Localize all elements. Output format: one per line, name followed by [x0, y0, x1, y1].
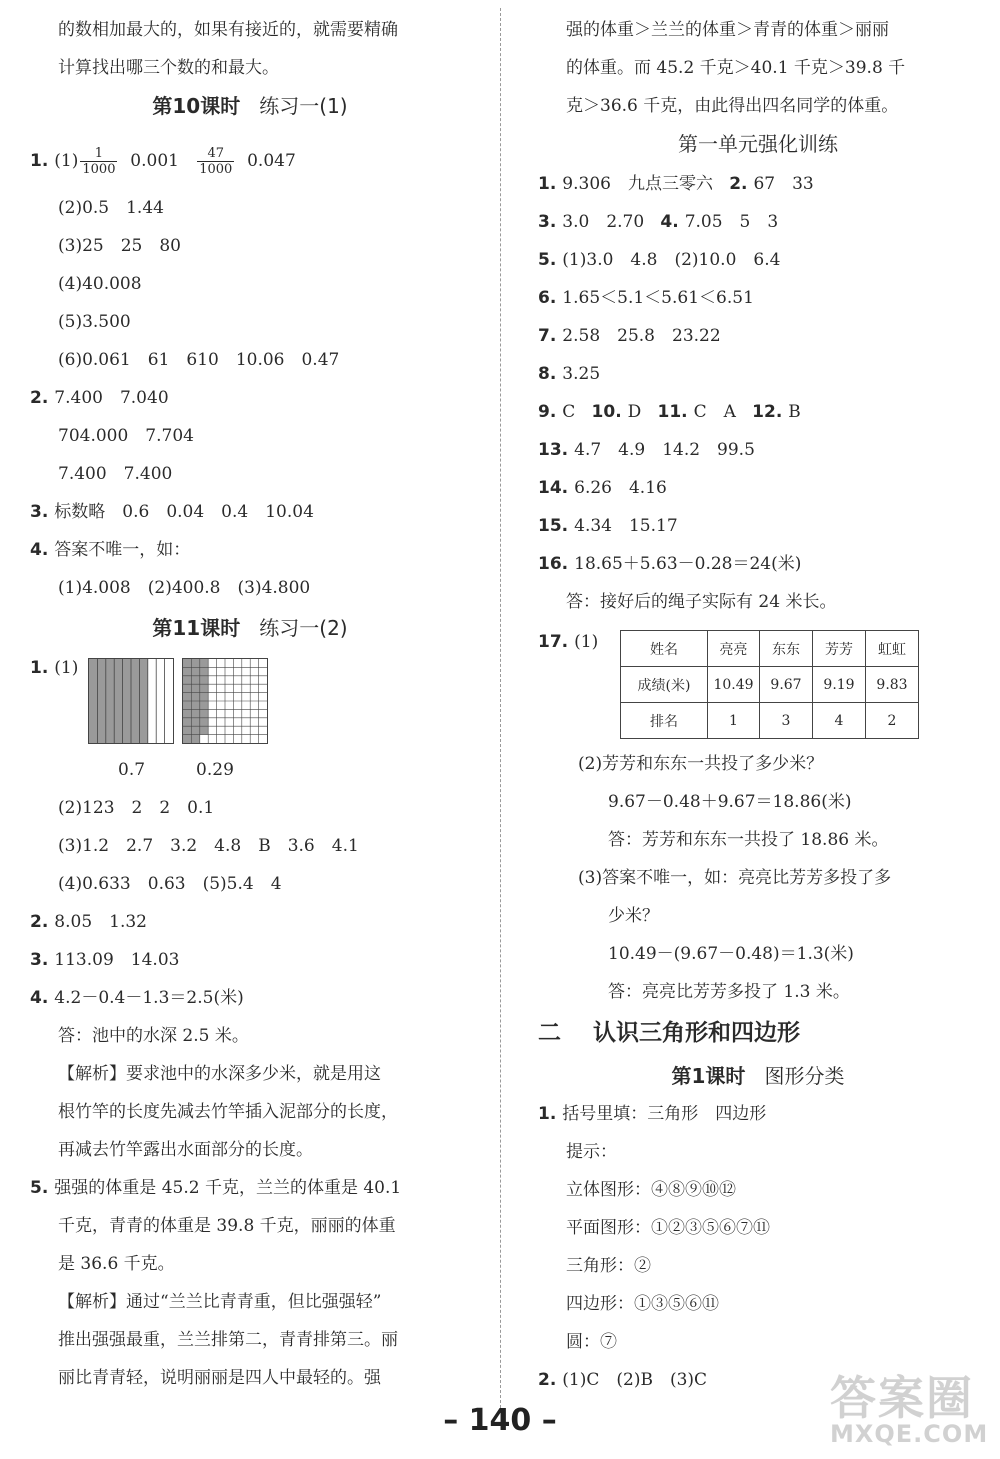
page-number: – 140 – [443, 1403, 557, 1438]
answer-part: 强强的体重是 45.2 千克，兰兰的体重是 40.1 [54, 1178, 402, 1198]
answer-part: (1)C (2)B (3)C [562, 1370, 708, 1390]
section-heading [30, 92, 470, 120]
text-line: 强的体重＞兰兰的体重＞青青的体重＞丽丽 [566, 20, 889, 40]
answer-line [30, 986, 244, 1010]
shaded-cell [183, 693, 191, 701]
shaded-cell [191, 676, 199, 684]
grid-labels: 0.7 0.29 [118, 760, 234, 780]
table-header-cell: 芳芳 [813, 631, 866, 667]
question-number: 2. [30, 388, 49, 408]
answer-line: (6)0.061 61 610 10.06 0.47 [58, 350, 340, 370]
table-cell: 2 [866, 703, 919, 739]
answer-line: (1)4.008 (2)400.8 (3)4.800 [58, 578, 311, 598]
answer-part: 括号里填：三角形 四边形 [562, 1104, 767, 1124]
answer-line: 三角形：② [566, 1256, 651, 1276]
explanation-line: 推出强强最重，兰兰排第二，青青排第三。丽 [58, 1330, 398, 1350]
question-number: 8. [538, 364, 557, 384]
answer-part: D [627, 402, 642, 422]
section-heading [538, 1062, 978, 1090]
watermark-url: MXQE.COM [830, 1420, 989, 1448]
answer-part: C A [693, 402, 736, 422]
answer-part: 4.34 15.17 [574, 516, 678, 536]
table-cell: 排名 [621, 703, 708, 739]
answer-part: B [788, 402, 801, 422]
answer-part: 0.001 [130, 151, 179, 171]
answer-line: 四边形：①③⑤⑥⑪ [566, 1294, 719, 1314]
table-row [621, 667, 919, 703]
answer-part: 6.26 4.16 [574, 478, 667, 498]
answer-part: 8.05 1.32 [54, 912, 147, 932]
answer-part: 4.2－0.4－1.3＝2.5(米) [54, 988, 244, 1008]
answer-part: 标数略 0.6 0.04 0.4 10.04 [54, 502, 314, 522]
grid-figure [183, 659, 267, 743]
answer-line: (2)0.5 1.44 [58, 198, 164, 218]
answer-part: 9.306 九点三零六 [562, 174, 713, 194]
question-number: 1. [538, 174, 557, 194]
table-cell: 9.19 [813, 667, 866, 703]
answer-line: (3)答案不唯一，如：亮亮比芳芳多投了多 [578, 868, 892, 888]
shaded-cell [183, 701, 191, 709]
column-divider [500, 8, 501, 1413]
answer-line [538, 476, 667, 500]
answer-line: 答：池中的水深 2.5 米。 [58, 1026, 249, 1046]
question-number: 6. [538, 288, 557, 308]
chapter-title: 认识三角形和四边形 [593, 1020, 800, 1046]
answer-part: (1) [54, 658, 79, 678]
watermark-logo [830, 1362, 990, 1454]
question-number: 12. [752, 402, 783, 422]
answer-part: 0.047 [247, 151, 296, 171]
shaded-cell [191, 709, 199, 717]
answer-line: 10.49－(9.67－0.48)＝1.3(米) [608, 944, 854, 964]
shaded-cell [191, 701, 199, 709]
answer-line: (2)芳芳和东东一共投了多少米？ [578, 754, 824, 774]
answer-line [538, 438, 755, 462]
text-line: 克＞36.6 千克，由此得出四名同学的体重。 [566, 96, 899, 116]
lesson-number: 第11课时 [152, 616, 241, 640]
shaded-cell [191, 659, 199, 667]
shaded-cell [200, 709, 208, 717]
answer-line [538, 324, 721, 348]
shaded-cell [183, 709, 191, 717]
answer-part: (1) [54, 151, 79, 171]
answer-part: 3.0 2.70 [562, 212, 645, 232]
answer-line: 答：亮亮比芳芳多投了 1.3 米。 [608, 982, 850, 1002]
question-number: 3. [30, 950, 49, 970]
table-header-cell: 姓名 [621, 631, 708, 667]
explanation-line: 【解析】通过“兰兰比青青重，但比强强轻” [58, 1292, 382, 1312]
shaded-strip [106, 659, 114, 743]
shaded-strip [114, 659, 122, 743]
shaded-cell [200, 684, 208, 692]
answer-line: 7.400 7.400 [58, 464, 173, 484]
lesson-number: 第1课时 [671, 1064, 746, 1088]
answer-part: 113.09 14.03 [54, 950, 180, 970]
fraction-numerator: 47 [197, 146, 234, 162]
question-number: 16. [538, 554, 569, 574]
text-line: 的数相加最大的，如果有接近的，就需要精确 [58, 20, 398, 40]
shaded-cell [191, 667, 199, 675]
shaded-strip [131, 659, 139, 743]
answer-line [30, 146, 296, 177]
answer-line [538, 552, 801, 576]
grid-figure [89, 659, 173, 743]
question-number: 1. [538, 1104, 557, 1124]
answer-line [538, 286, 754, 310]
explanation-line: 丽比青青轻，说明丽丽是四人中最轻的。强 [58, 1368, 381, 1388]
score-table [620, 630, 919, 739]
answer-line [538, 630, 598, 654]
shaded-cell [191, 726, 199, 734]
explanation-line: 再减去竹竿露出水面部分的长度。 [58, 1140, 313, 1160]
shaded-cell [183, 718, 191, 726]
chapter-number: 二 [538, 1020, 561, 1046]
answer-line: (5)3.500 [58, 312, 131, 332]
shaded-cell [200, 667, 208, 675]
answer-line [538, 514, 678, 538]
shaded-strip [97, 659, 105, 743]
shaded-strip [89, 659, 97, 743]
question-number: 1. [30, 151, 49, 171]
table-cell: 9.83 [866, 667, 919, 703]
question-number: 1. [30, 658, 49, 678]
fraction [80, 146, 117, 177]
answer-line [30, 656, 78, 680]
answer-line: (4)0.633 0.63 (5)5.4 4 [58, 874, 282, 894]
fraction-numerator: 1 [80, 146, 117, 162]
shaded-cell [183, 659, 191, 667]
shaded-cell [191, 684, 199, 692]
question-number: 14. [538, 478, 569, 498]
fraction-denominator: 1000 [199, 162, 233, 177]
answer-line: 少米？ [608, 906, 659, 926]
answer-line: 圆：⑦ [566, 1332, 617, 1352]
answer-line [30, 1176, 401, 1200]
answer-part: C [562, 402, 576, 422]
answer-line: 是 36.6 千克。 [58, 1254, 175, 1274]
answer-line [538, 248, 780, 272]
answer-line: 答：芳芳和东东一共投了 18.86 米。 [608, 830, 889, 850]
shaded-cell [183, 726, 191, 734]
explanation-line: 根竹竿的长度先减去竹竿插入泥部分的长度， [58, 1102, 398, 1122]
answer-part: 答案不唯一，如： [54, 540, 191, 560]
shaded-cell [200, 726, 208, 734]
question-number: 5. [30, 1178, 49, 1198]
question-number: 3. [30, 502, 49, 522]
question-number: 15. [538, 516, 569, 536]
answer-line: 704.000 7.704 [58, 426, 194, 446]
shaded-cell [200, 659, 208, 667]
table-cell: 4 [813, 703, 866, 739]
answer-part: 7.05 5 3 [684, 212, 779, 232]
question-number: 17. [538, 632, 569, 652]
question-number: 9. [538, 402, 557, 422]
shaded-cell [200, 693, 208, 701]
answer-line: 9.67－0.48＋9.67＝18.86(米) [608, 792, 852, 812]
shaded-strip [123, 659, 131, 743]
shaded-cell [191, 693, 199, 701]
answer-part: 7.400 7.040 [54, 388, 169, 408]
answer-part: (1) [574, 632, 599, 652]
answer-line [30, 948, 179, 972]
question-number: 2. [729, 174, 748, 194]
table-header-row [621, 631, 919, 667]
shaded-cell [191, 718, 199, 726]
answer-line: (3)1.2 2.7 3.2 4.8 B 3.6 4.1 [58, 836, 359, 856]
answer-line [30, 386, 169, 410]
question-number: 4. [660, 212, 679, 232]
answer-line [538, 1102, 766, 1126]
answer-line: 立体图形：④⑧⑨⑩⑫ [566, 1180, 736, 1200]
answer-line: 提示： [566, 1142, 617, 1162]
answer-line: (4)40.008 [58, 274, 142, 294]
decimal-grid-hundredths [182, 658, 268, 744]
question-number: 13. [538, 440, 569, 460]
shaded-strip [139, 659, 147, 743]
table-cell: 10.49 [708, 667, 760, 703]
question-number: 4. [30, 988, 49, 1008]
answer-part: 2.58 25.8 23.22 [562, 326, 721, 346]
lesson-title: 练习一(2) [259, 616, 348, 640]
question-number: 5. [538, 250, 557, 270]
answer-line [30, 500, 314, 524]
shaded-cell [200, 701, 208, 709]
answer-line [538, 172, 814, 196]
answer-part: 3.25 [562, 364, 601, 384]
chapter-heading [538, 1018, 800, 1048]
shaded-cell [183, 676, 191, 684]
shaded-cell [183, 735, 191, 743]
answer-line: (3)25 25 80 [58, 236, 181, 256]
shaded-cell [183, 684, 191, 692]
question-number: 4. [30, 540, 49, 560]
answer-line [538, 362, 600, 386]
answer-line [538, 1368, 707, 1392]
text-line: 的体重。而 45.2 千克＞40.1 千克＞39.8 千 [566, 58, 906, 78]
unit-review-heading: 第一单元强化训练 [678, 132, 838, 156]
shaded-cell [200, 676, 208, 684]
table-cell: 3 [760, 703, 813, 739]
table-header-cell: 亮亮 [708, 631, 760, 667]
lesson-title: 图形分类 [764, 1064, 845, 1088]
section-heading [30, 614, 470, 642]
question-number: 2. [538, 1370, 557, 1390]
fraction-denominator: 1000 [82, 162, 116, 177]
answer-line [538, 400, 801, 424]
answer-part: (1)3.0 4.8 (2)10.0 6.4 [562, 250, 781, 270]
watermark-text: 答案圈 [830, 1371, 974, 1425]
answer-part: 4.7 4.9 14.2 99.5 [574, 440, 755, 460]
answer-line: (2)123 2 2 0.1 [58, 798, 215, 818]
question-number: 3. [538, 212, 557, 232]
shaded-cell [183, 667, 191, 675]
table-row [621, 703, 919, 739]
lesson-title: 练习一(1) [259, 94, 348, 118]
answer-line: 千克，青青的体重是 39.8 千克，丽丽的体重 [58, 1216, 396, 1236]
text-line: 计算找出哪三个数的和最大。 [58, 58, 279, 78]
question-number: 2. [30, 912, 49, 932]
answer-line: 答：接好后的绳子实际有 24 米长。 [566, 592, 837, 612]
decimal-grid-tenths [88, 658, 174, 744]
answer-part: 18.65＋5.63－0.28＝24(米) [574, 554, 802, 574]
question-number: 10. [591, 402, 622, 422]
shaded-cell [191, 735, 199, 743]
shaded-cell [200, 718, 208, 726]
answer-line: 平面图形：①②③⑤⑥⑦⑪ [566, 1218, 770, 1238]
table-header-cell: 虹虹 [866, 631, 919, 667]
lesson-number: 第10课时 [152, 94, 241, 118]
explanation-line: 【解析】要求池中的水深多少米，就是用这 [58, 1064, 381, 1084]
table-cell: 1 [708, 703, 760, 739]
question-number: 11. [657, 402, 688, 422]
table-cell: 9.67 [760, 667, 813, 703]
answer-part: 1.65＜5.1＜5.61＜6.51 [562, 288, 754, 308]
answer-line [538, 210, 778, 234]
question-number: 7. [538, 326, 557, 346]
fraction [197, 146, 234, 177]
answer-line [30, 538, 190, 562]
table-cell: 成绩(米) [621, 667, 708, 703]
table-header-cell: 东东 [760, 631, 813, 667]
answer-part: 67 33 [753, 174, 814, 194]
answer-line [30, 910, 147, 934]
